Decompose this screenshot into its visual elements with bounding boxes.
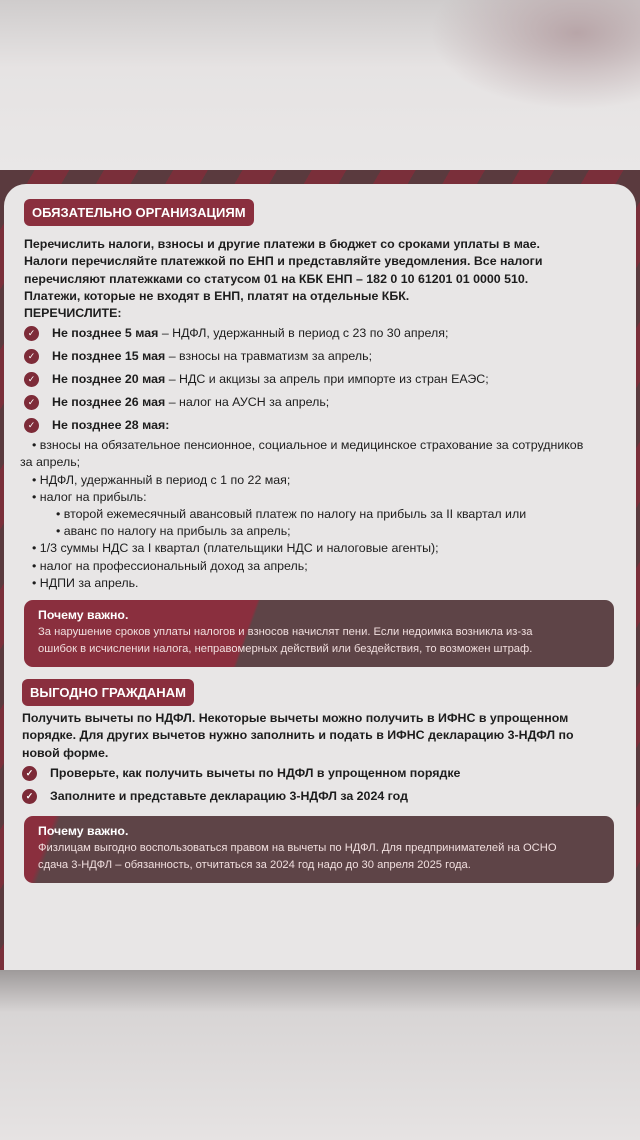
why-title: Почему важно. (38, 823, 129, 838)
why-important-box (24, 600, 614, 667)
why-text: ошибок в исчислении налога, неправомерных действий или бездействия, то возможен штраф. (38, 643, 533, 656)
bullet-item: за апрель; (20, 455, 81, 470)
why-title: Почему важно. (38, 608, 129, 623)
deadline-text: – налог на АУСН за апрель; (165, 395, 330, 410)
deadline-item (24, 414, 624, 437)
intro-line: перечисляют платежками со статусом 01 на КБК ЕНП – 182 0 10 61201 01 0000 510. (24, 271, 529, 286)
action-text: Заполните и представьте декларацию 3-НДФЛ за 2024 год (50, 788, 408, 803)
check-icon: ✓ (24, 372, 39, 387)
intro-line: Налоги перечисляйте платежкой по ЕНП и представляйте уведомления. Все налоги (24, 254, 543, 269)
deadline-date: Не позднее 28 мая: (52, 418, 170, 433)
section-tag: ОБЯЗАТЕЛЬНО ОРГАНИЗАЦИЯМ (24, 199, 254, 226)
deadline-text: – НДФЛ, удержанный в период с 23 по 30 апреля; (158, 326, 449, 341)
why-text: За нарушение сроков уплаты налогов и взносов начислят пени. Если недоимка возникла из-за (38, 626, 533, 639)
deadline-date: Не позднее 20 мая (52, 372, 166, 387)
bullet-item: • НДФЛ, удержанный в период с 1 по 22 мая; (32, 472, 291, 487)
deadline-item (24, 322, 624, 345)
check-icon: ✓ (24, 395, 39, 410)
bullet-item: • 1/3 суммы НДС за I квартал (плательщики НДС и налоговые агенты); (32, 541, 439, 556)
action-item (22, 762, 624, 785)
deadline-date: Не позднее 15 мая (52, 349, 166, 364)
why-text: Физлицам выгодно воспользоваться правом на вычеты по НДФЛ. Для предпринимателей на ОСНО (38, 841, 557, 854)
sub-bullet-item: • аванс по налогу на прибыль за апрель; (56, 524, 291, 539)
action-text: Проверьте, как получить вычеты по НДФЛ в упрощенном порядке (50, 765, 461, 780)
blurred-background-top (0, 0, 640, 170)
bullet-item: • НДПИ за апрель. (32, 575, 139, 590)
intro-line: Платежи, которые не входят в ЕНП, платят на отдельные КБК. (24, 288, 410, 303)
section-organizations (20, 199, 624, 667)
check-icon: ✓ (24, 326, 39, 341)
why-text: сдача 3-НДФЛ – обязанность, отчитаться за 2024 год надо до 30 апреля 2025 года. (38, 858, 471, 871)
check-icon: ✓ (22, 766, 37, 781)
section-tag: ВЫГОДНО ГРАЖДАНАМ (22, 679, 194, 706)
check-icon: ✓ (24, 418, 39, 433)
action-item (22, 785, 624, 808)
deadline-item (24, 391, 624, 414)
blurred-background-bottom (0, 970, 640, 1140)
deadline-text: – взносы на травматизм за апрель; (165, 349, 373, 364)
bullet-item: • налог на прибыль: (32, 489, 147, 504)
intro-line: ПЕРЕЧИСЛИТЕ: (24, 306, 122, 321)
section-citizens (22, 679, 624, 883)
deadline-date: Не позднее 26 мая (52, 395, 166, 410)
deadline-date: Не позднее 5 мая (52, 326, 159, 341)
check-icon: ✓ (24, 349, 39, 364)
document-content (20, 199, 624, 883)
intro-line: Получить вычеты по НДФЛ. Некоторые вычеты можно получить в ИФНС в упрощенном (22, 711, 569, 726)
deadline-item (24, 345, 624, 368)
bullet-item: • налог на профессиональный доход за апрель; (32, 558, 308, 573)
intro-line: порядке. Для других вычетов нужно заполнить и подать в ИФНС декларацию 3-НДФЛ по (22, 728, 574, 743)
sub-bullet-item: • второй ежемесячный авансовый платеж по налогу на прибыль за II квартал или (56, 507, 527, 522)
deadline-text: – НДС и акцизы за апрель при импорте из стран ЕАЭС; (165, 372, 489, 387)
intro-line: новой форме. (22, 745, 109, 760)
bullet-item: • взносы на обязательное пенсионное, социальное и медицинское страхование за сотрудников (32, 438, 584, 453)
deadline-item (24, 368, 624, 391)
intro-line: Перечислить налоги, взносы и другие платежи в бюджет со сроками уплаты в мае. (24, 237, 541, 252)
why-important-box (24, 816, 614, 883)
check-icon: ✓ (22, 789, 37, 804)
